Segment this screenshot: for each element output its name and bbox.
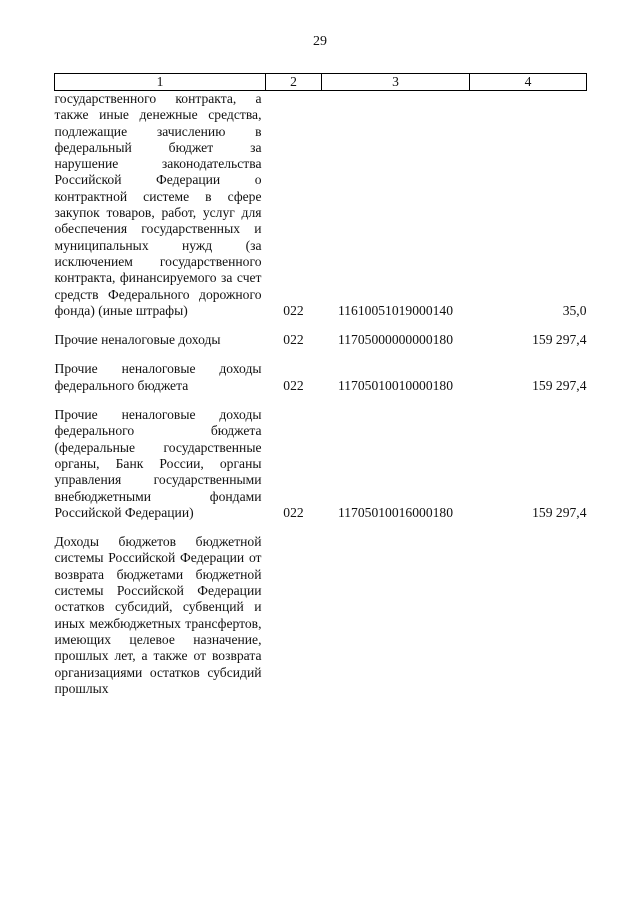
row-spacer [55,394,587,407]
row-classification-code: 11610051019000140 [337,302,454,318]
table-row [55,407,587,521]
row-admin-code: 022 [283,332,304,348]
column-header-1: 1 [55,74,266,91]
budget-revenue-table [54,73,587,697]
row-classification-code: 11705010010000180 [337,377,454,393]
row-spacer [55,521,587,534]
table-body [55,91,587,698]
row-amount: 159 297,4 [532,332,587,348]
header-row [55,74,587,91]
table-row [55,534,587,697]
row-admin-code: 022 [283,504,304,520]
row-amount: 159 297,4 [532,504,587,520]
row-classification-code: 11705010016000180 [337,504,454,520]
column-header-4: 4 [470,74,587,91]
row-description: Доходы бюджетов бюджетной системы Российской Федерации от возврата бюджетами бюджетной системы Российской Федерации остатков субсидий, субвенций и иных межбюджетных трансфертов, имеющих целевое назначение, прошлых лет, а также от возврата организациями остатков субсидий прошлых [54,534,262,696]
row-description: Прочие неналоговые доходы федерального бюджета [54,361,262,393]
row-classification-code [322,534,470,697]
row-admin-code [266,534,322,697]
column-header-2: 2 [266,74,322,91]
row-amount: 159 297,4 [532,377,587,393]
table-header [55,74,587,91]
row-spacer [55,348,587,361]
table-row [55,361,587,394]
row-amount: 35,0 [562,302,587,318]
row-description: государственного контракта, а также иные денежные средства, подлежащие зачислению в федеральный бюджет за нарушение законодательства Российской Федерации о контрактной системе в сфере закупок товаров, работ, услуг для обеспечения государственных и муниципальных нужд (за исключением государственного контракта, финансируемого за счет средств Федерального дорожного фонда) (иные штрафы) [54,91,262,318]
row-description: Прочие неналоговые доходы [54,332,221,348]
page-number: 29 [313,34,327,49]
row-admin-code: 022 [283,377,304,393]
row-description: Прочие неналоговые доходы федерального бюджета (федеральные государственные органы, Банк России, органы управления государственными внебюджетными фондами Российской Федерации) [54,407,262,520]
column-header-3: 3 [322,74,470,91]
row-spacer [55,319,587,332]
table-row [55,332,587,348]
row-admin-code: 022 [283,302,304,318]
row-amount [470,534,587,697]
row-classification-code: 11705000000000180 [337,332,454,348]
table-row [55,91,587,320]
